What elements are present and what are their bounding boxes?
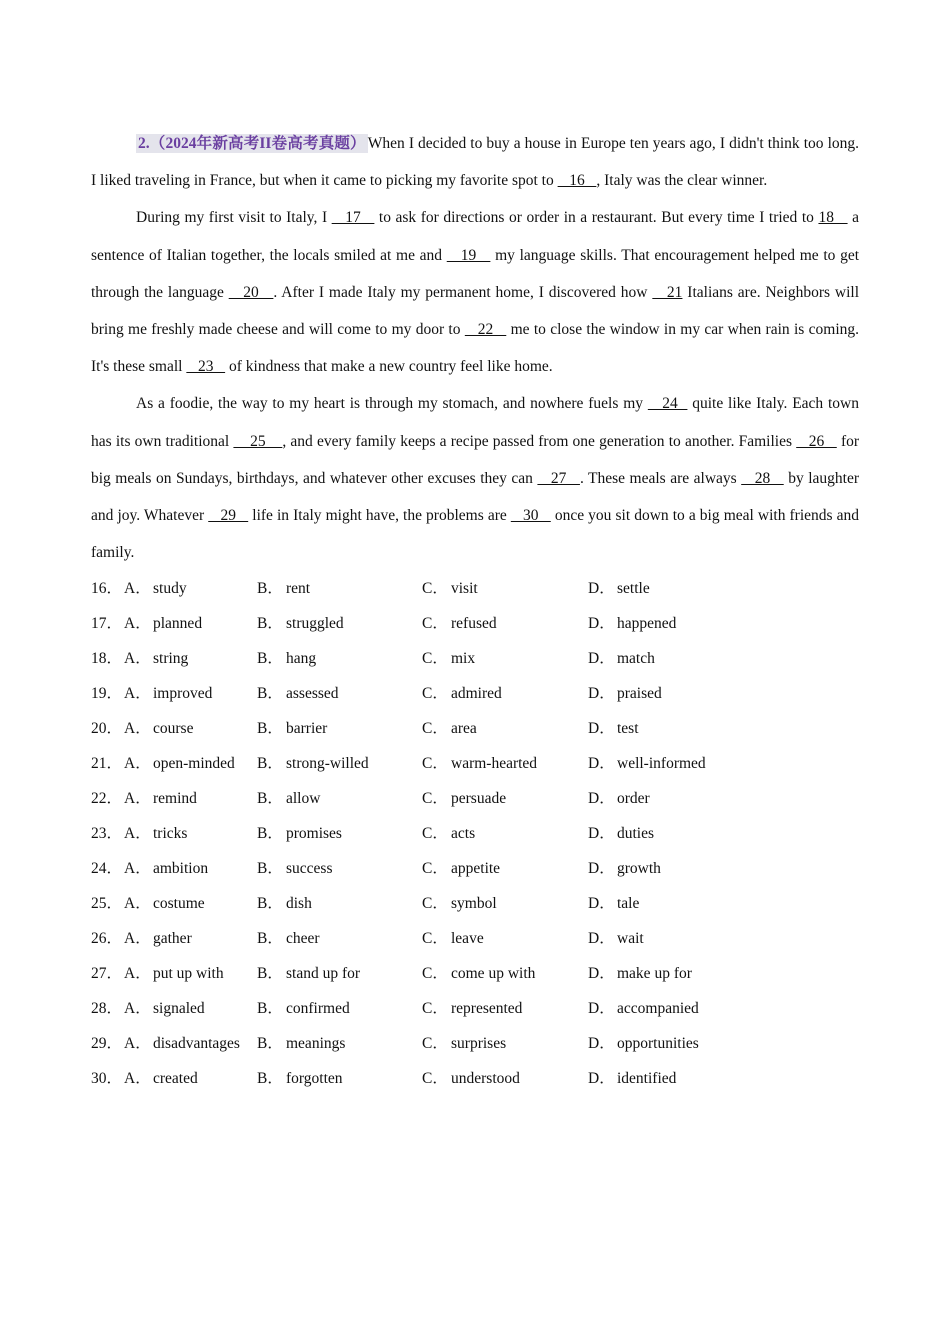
option-letter: B．: [257, 1000, 283, 1018]
option-b[interactable]: [257, 676, 339, 711]
passage-text: As a foodie, the way to my heart is through my stomach, and nowhere fuels my: [136, 395, 648, 413]
option-letter: B．: [257, 1070, 283, 1088]
option-b[interactable]: [257, 851, 333, 886]
answer-blank[interactable]: 24: [647, 395, 688, 413]
option-letter: C．: [422, 895, 448, 913]
option-letter: A．: [124, 1070, 151, 1088]
option-letter: B．: [257, 790, 283, 808]
option-c[interactable]: [422, 711, 477, 746]
option-letter: D．: [588, 1000, 615, 1018]
answer-blank[interactable]: 29: [208, 507, 249, 525]
answer-blank[interactable]: 27: [537, 469, 580, 487]
option-letter: D．: [588, 755, 615, 773]
option-letter: C．: [422, 685, 448, 703]
question-source-tag: 2.（2024年新高考II卷高考真题）: [138, 135, 366, 152]
question-row: [91, 676, 859, 711]
option-a[interactable]: [124, 956, 224, 991]
option-d[interactable]: [588, 1026, 699, 1061]
option-letter: C．: [422, 755, 448, 773]
option-d[interactable]: [588, 746, 706, 781]
answer-blank[interactable]: 25: [233, 432, 283, 450]
option-text: tale: [617, 895, 640, 913]
question-number: 22．: [91, 790, 123, 808]
question-number: 30．: [91, 1070, 123, 1088]
option-text: acts: [451, 825, 476, 843]
passage-paragraph-1: [91, 125, 859, 199]
option-letter: A．: [124, 1000, 151, 1018]
option-b[interactable]: [257, 1061, 343, 1096]
option-letter: A．: [124, 930, 151, 948]
option-text: allow: [286, 790, 321, 808]
option-letter: A．: [124, 615, 151, 633]
option-b[interactable]: [257, 921, 320, 956]
option-text: disadvantages: [153, 1035, 240, 1053]
question-number: 29．: [91, 1035, 123, 1053]
option-c[interactable]: [422, 746, 537, 781]
option-letter: C．: [422, 965, 448, 983]
option-text: tricks: [153, 825, 188, 843]
option-d[interactable]: [588, 606, 676, 641]
option-b[interactable]: [257, 781, 320, 816]
option-text: well-informed: [617, 755, 706, 773]
option-a[interactable]: [124, 886, 205, 921]
option-d[interactable]: [588, 956, 692, 991]
option-text: make up for: [617, 965, 692, 983]
option-text: represented: [451, 1000, 523, 1018]
option-c[interactable]: [422, 816, 475, 851]
option-d[interactable]: [588, 851, 661, 886]
passage-text: a sentence of Italian together, the locals smiled at me and: [91, 209, 859, 264]
option-letter: D．: [588, 1035, 615, 1053]
option-letter: D．: [588, 650, 615, 668]
option-letter: C．: [422, 860, 448, 878]
option-a[interactable]: [124, 641, 188, 676]
option-letter: D．: [588, 720, 615, 738]
option-text: forgotten: [286, 1070, 343, 1088]
question-number: 20．: [91, 720, 123, 738]
option-d[interactable]: [588, 921, 644, 956]
option-c[interactable]: [422, 641, 475, 676]
option-text: settle: [617, 580, 650, 598]
option-letter: C．: [422, 580, 448, 598]
option-letter: A．: [124, 685, 151, 703]
option-text: accompanied: [617, 1000, 699, 1018]
option-text: success: [286, 860, 333, 878]
option-letter: D．: [588, 1070, 615, 1088]
option-d[interactable]: [588, 991, 699, 1026]
option-text: appetite: [451, 860, 501, 878]
option-a[interactable]: [124, 571, 187, 606]
passage-text: to ask for directions or order in a restaurant. But every time I tried to: [374, 209, 819, 227]
option-text: rent: [286, 580, 311, 598]
option-d[interactable]: [588, 816, 654, 851]
option-a[interactable]: [124, 851, 208, 886]
option-text: understood: [451, 1070, 520, 1088]
option-d[interactable]: [588, 886, 639, 921]
option-d[interactable]: [588, 1061, 676, 1096]
question-row: [91, 1061, 859, 1096]
option-text: happened: [617, 615, 677, 633]
option-a[interactable]: [124, 921, 192, 956]
option-text: persuade: [451, 790, 507, 808]
option-b[interactable]: [257, 886, 312, 921]
option-letter: D．: [588, 860, 615, 878]
option-text: barrier: [286, 720, 328, 738]
option-text: symbol: [451, 895, 497, 913]
passage-paragraph-2: [91, 199, 859, 385]
option-text: study: [153, 580, 187, 598]
option-text: put up with: [153, 965, 224, 983]
option-text: admired: [451, 685, 502, 703]
option-text: order: [617, 790, 650, 808]
option-text: strong-willed: [286, 755, 369, 773]
option-text: remind: [153, 790, 197, 808]
option-letter: A．: [124, 860, 151, 878]
option-letter: A．: [124, 825, 151, 843]
option-text: refused: [451, 615, 497, 633]
option-b[interactable]: [257, 956, 360, 991]
option-letter: B．: [257, 965, 283, 983]
option-c[interactable]: [422, 991, 522, 1026]
question-list: [91, 571, 859, 1096]
option-a[interactable]: [124, 746, 235, 781]
question-row: [91, 921, 859, 956]
passage-text: When I decided to buy a house in Europe ten years ago, I didn't think too long. I liked traveling in France, but when it came to picking my favorite spot to: [91, 135, 859, 190]
option-c[interactable]: [422, 606, 497, 641]
option-b[interactable]: [257, 606, 344, 641]
question-number: 26．: [91, 930, 123, 948]
passage-text: my language skills. That encouragement helped me to get through the language: [91, 246, 860, 301]
option-text: mix: [451, 650, 476, 668]
option-text: open-minded: [153, 755, 235, 773]
option-b[interactable]: [257, 1026, 345, 1061]
option-text: surprises: [451, 1035, 507, 1053]
answer-blank[interactable]: 28: [741, 469, 784, 487]
option-text: growth: [617, 860, 661, 878]
question-row: [91, 781, 859, 816]
option-text: match: [617, 650, 655, 668]
question-row: [91, 571, 859, 606]
option-b[interactable]: [257, 571, 310, 606]
option-letter: D．: [588, 580, 615, 598]
passage-text: . These meals are always: [579, 469, 742, 487]
passage-text: quite like Italy. Each town has its own traditional: [91, 395, 859, 450]
option-text: praised: [617, 685, 662, 703]
option-text: visit: [451, 580, 478, 598]
answer-blank[interactable]: 17: [331, 209, 375, 227]
answer-blank[interactable]: 16: [557, 172, 597, 190]
question-number: 24．: [91, 860, 123, 878]
option-letter: B．: [257, 930, 283, 948]
option-text: assessed: [286, 685, 339, 703]
option-letter: B．: [257, 685, 283, 703]
option-d[interactable]: [588, 571, 650, 606]
option-letter: A．: [124, 1035, 151, 1053]
question-number: 28．: [91, 1000, 123, 1018]
option-a[interactable]: [124, 781, 197, 816]
option-letter: A．: [124, 790, 151, 808]
answer-blank[interactable]: 26: [796, 432, 837, 450]
option-a[interactable]: [124, 991, 205, 1026]
option-text: signaled: [153, 1000, 205, 1018]
option-text: area: [451, 720, 477, 738]
option-letter: A．: [124, 755, 151, 773]
option-text: promises: [286, 825, 342, 843]
option-text: come up with: [451, 965, 536, 983]
passage-text: once you sit down to a big meal with friends and family.: [91, 507, 860, 562]
option-letter: B．: [257, 720, 283, 738]
option-d[interactable]: [588, 676, 662, 711]
question-row: [91, 641, 859, 676]
option-a[interactable]: [124, 676, 212, 711]
answer-blank[interactable]: 18: [818, 209, 848, 227]
option-letter: B．: [257, 650, 283, 668]
question-row: [91, 711, 859, 746]
option-text: string: [153, 650, 189, 668]
option-letter: C．: [422, 615, 448, 633]
option-letter: B．: [257, 1035, 283, 1053]
option-letter: A．: [124, 650, 151, 668]
option-text: dish: [286, 895, 312, 913]
option-a[interactable]: [124, 1026, 240, 1061]
option-letter: B．: [257, 755, 283, 773]
question-row: [91, 956, 859, 991]
option-text: struggled: [286, 615, 344, 633]
passage-text: , and every family keeps a recipe passed from one generation to another. Families: [282, 432, 797, 450]
question-number: 27．: [91, 965, 123, 983]
option-c[interactable]: [422, 676, 502, 711]
option-c[interactable]: [422, 956, 535, 991]
exam-page: [91, 125, 859, 1096]
option-letter: C．: [422, 825, 448, 843]
option-letter: D．: [588, 825, 615, 843]
option-letter: C．: [422, 1000, 448, 1018]
passage-text: , Italy was the clear winner.: [596, 172, 768, 190]
option-letter: C．: [422, 1070, 448, 1088]
option-d[interactable]: [588, 711, 639, 746]
question-number: 18．: [91, 650, 123, 668]
option-letter: C．: [422, 720, 448, 738]
option-letter: A．: [124, 720, 151, 738]
option-b[interactable]: [257, 641, 316, 676]
option-a[interactable]: [124, 711, 193, 746]
question-number: 19．: [91, 685, 123, 703]
question-row: [91, 816, 859, 851]
option-text: warm-hearted: [451, 755, 538, 773]
option-b[interactable]: [257, 816, 342, 851]
option-text: identified: [617, 1070, 677, 1088]
option-d[interactable]: [588, 781, 650, 816]
question-number: 16．: [91, 580, 123, 598]
option-text: leave: [451, 930, 484, 948]
option-letter: B．: [257, 895, 283, 913]
option-letter: B．: [257, 825, 283, 843]
option-a[interactable]: [124, 816, 187, 851]
option-letter: D．: [588, 790, 615, 808]
passage-text: me to close the window in my car when rain is coming. It's these small: [91, 321, 860, 376]
option-a[interactable]: [124, 606, 202, 641]
option-letter: D．: [588, 685, 615, 703]
option-text: confirmed: [286, 1000, 350, 1018]
option-letter: C．: [422, 1035, 448, 1053]
option-c[interactable]: [422, 571, 478, 606]
option-letter: D．: [588, 895, 615, 913]
option-letter: C．: [422, 930, 448, 948]
option-text: opportunities: [617, 1035, 699, 1053]
answer-blank[interactable]: 30: [510, 507, 551, 525]
option-text: cheer: [286, 930, 320, 948]
passage-text: by laughter and joy. Whatever: [91, 469, 860, 525]
passage-text: life in Italy might have, the problems are: [248, 507, 511, 525]
option-text: costume: [153, 895, 205, 913]
option-letter: C．: [422, 790, 448, 808]
answer-blank[interactable]: 20: [228, 283, 274, 301]
option-c[interactable]: [422, 1061, 520, 1096]
option-text: planned: [153, 615, 203, 633]
option-letter: C．: [422, 650, 448, 668]
option-d[interactable]: [588, 641, 655, 676]
question-row: [91, 886, 859, 921]
question-row: [91, 851, 859, 886]
answer-blank[interactable]: 19: [446, 246, 491, 264]
option-letter: A．: [124, 895, 151, 913]
option-text: ambition: [153, 860, 209, 878]
option-text: hang: [286, 650, 317, 668]
answer-blank[interactable]: 21: [652, 283, 683, 301]
passage-text: for big meals on Sundays, birthdays, and whatever other excuses they can: [91, 432, 860, 487]
option-letter: D．: [588, 965, 615, 983]
option-text: course: [153, 720, 194, 738]
option-text: test: [617, 720, 639, 738]
question-row: [91, 1026, 859, 1061]
option-text: duties: [617, 825, 655, 843]
option-c[interactable]: [422, 781, 506, 816]
option-c[interactable]: [422, 921, 484, 956]
question-number: 25．: [91, 895, 123, 913]
option-c[interactable]: [422, 851, 500, 886]
passage-text: of kindness that make a new country feel like home.: [225, 358, 553, 376]
option-letter: B．: [257, 860, 283, 878]
question-number: 17．: [91, 615, 123, 633]
passage-text: During my first visit to Italy, I: [136, 209, 332, 227]
passage-paragraph-3: [91, 385, 859, 571]
passage-text: . After I made Italy my permanent home, I discovered how: [273, 283, 653, 301]
option-text: meanings: [286, 1035, 346, 1053]
option-text: gather: [153, 930, 192, 948]
option-letter: D．: [588, 615, 615, 633]
question-row: [91, 746, 859, 781]
option-b[interactable]: [257, 711, 327, 746]
option-letter: A．: [124, 965, 151, 983]
answer-blank[interactable]: 23: [186, 358, 226, 376]
option-letter: A．: [124, 580, 151, 598]
option-text: wait: [617, 930, 644, 948]
question-row: [91, 606, 859, 641]
option-a[interactable]: [124, 1061, 198, 1096]
passage-text: Italians are. Neighbors will bring me freshly made cheese and will come to my door to: [91, 283, 860, 339]
option-b[interactable]: [257, 746, 369, 781]
option-text: improved: [153, 685, 213, 703]
option-c[interactable]: [422, 1026, 506, 1061]
question-number: 23．: [91, 825, 123, 843]
option-c[interactable]: [422, 886, 497, 921]
option-text: created: [153, 1070, 198, 1088]
option-letter: B．: [257, 580, 283, 598]
option-letter: D．: [588, 930, 615, 948]
option-b[interactable]: [257, 991, 350, 1026]
question-row: [91, 991, 859, 1026]
option-letter: B．: [257, 615, 283, 633]
option-text: stand up for: [286, 965, 361, 983]
answer-blank[interactable]: 22: [464, 321, 507, 339]
question-number: 21．: [91, 755, 123, 773]
